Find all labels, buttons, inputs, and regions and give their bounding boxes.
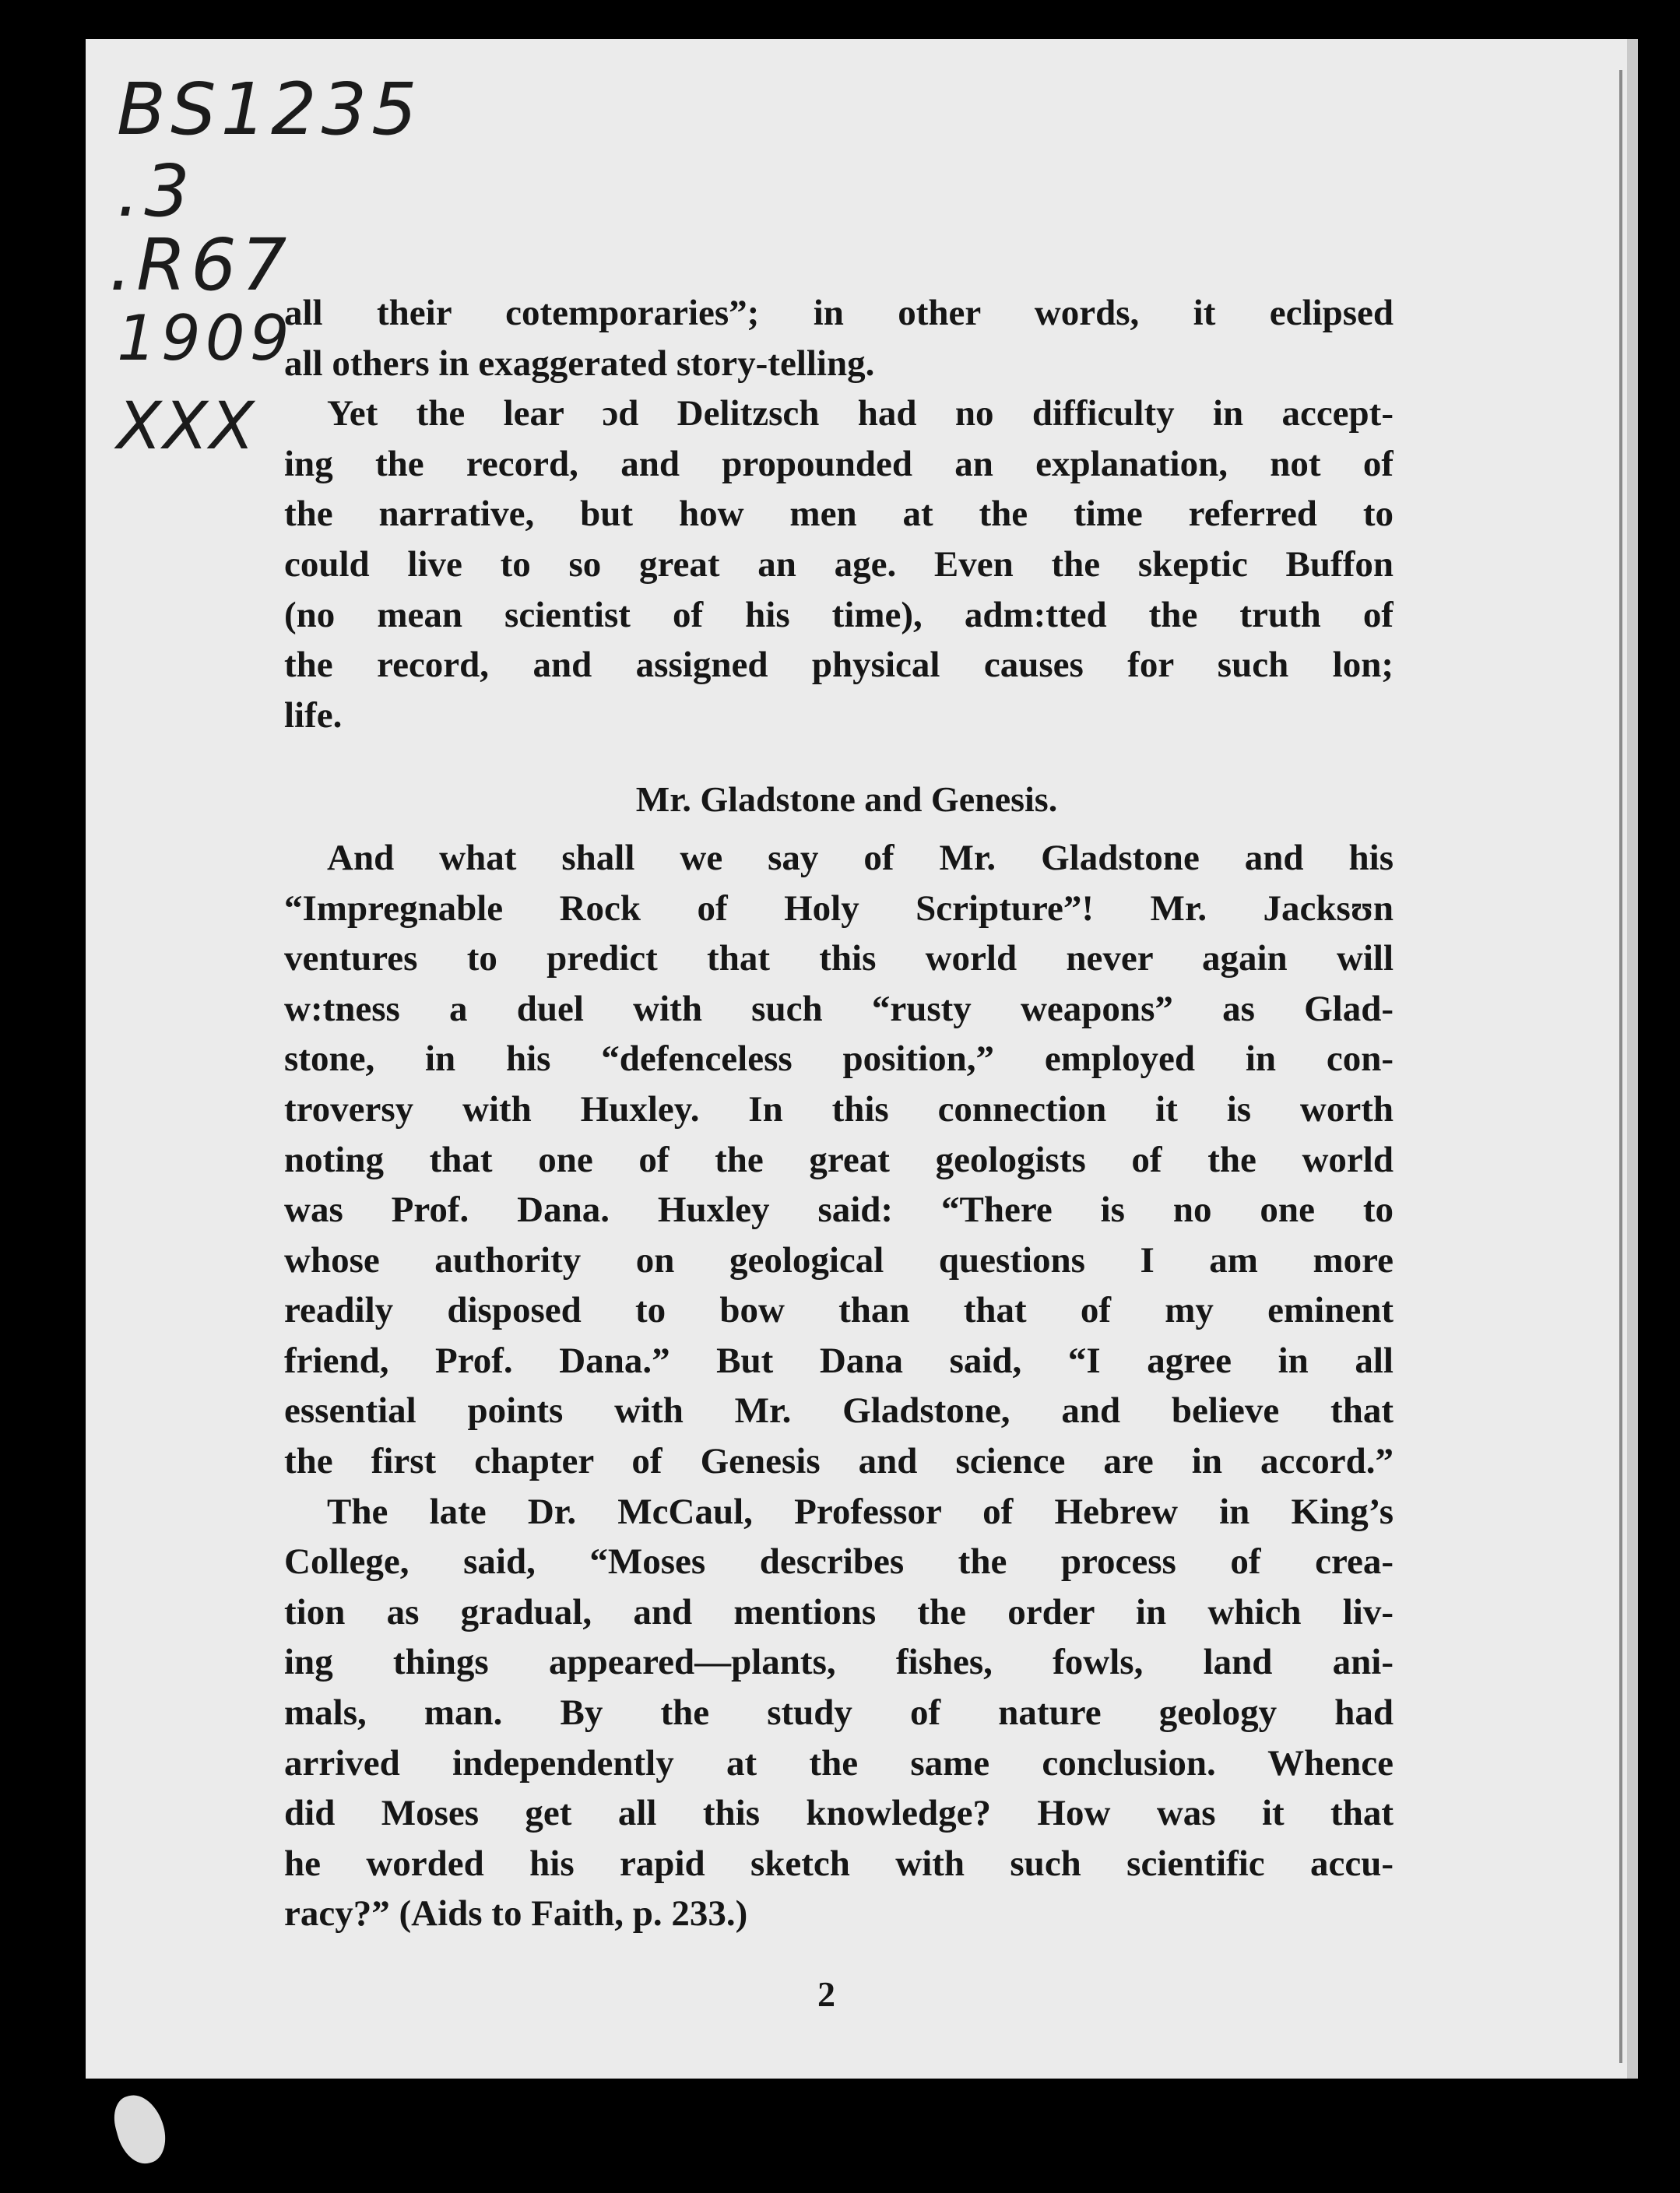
text-line: And what shall we say of Mr. Gladstone and his xyxy=(327,837,1394,878)
call-number-year: 1909 xyxy=(117,302,294,374)
text-line: (no mean scientist of his time), adm:tted the truth of xyxy=(284,594,1394,635)
text-line: w:tness a duel with such “rusty weapons” as Glad- xyxy=(284,988,1394,1029)
text-line: all others in exaggerated story-telling. xyxy=(284,343,875,384)
page-edge xyxy=(1627,39,1638,2079)
paragraph-delitzsch xyxy=(284,388,1394,740)
text-line: essential points with Mr. Gladstone, and believe that xyxy=(284,1390,1394,1432)
text-line: ventures to predict that this world never again will xyxy=(284,938,1394,979)
text-line: friend, Prof. Dana.” But Dana said, “I agree in all xyxy=(284,1340,1394,1381)
text-line: College, said, “Moses describes the process of crea- xyxy=(284,1541,1394,1583)
page-body xyxy=(284,288,1394,1939)
text-line: stone, in his “defenceless position,” employed in con- xyxy=(284,1039,1394,1080)
text-line: the first chapter of Genesis and science are in accord.” xyxy=(284,1441,1394,1482)
section-heading: Mr. Gladstone and Genesis. xyxy=(635,779,1058,820)
text-line: did Moses get all this knowledge? How was it that xyxy=(284,1793,1394,1834)
text-line: troversy with Huxley. In this connection it is worth xyxy=(284,1088,1394,1130)
call-number-mark: XXX xyxy=(117,388,256,464)
page-number: 2 xyxy=(817,1974,835,2014)
paragraph-mccaul xyxy=(284,1487,1394,1939)
text-line: “Impregnable Rock of Holy Scripture”! Mr. Jacksʊn xyxy=(284,887,1394,929)
text-line: whose authority on geological questions I am more xyxy=(284,1239,1394,1281)
call-number-subclass: .3 xyxy=(117,149,195,233)
text-line: mals, man. By the study of nature geology had xyxy=(284,1692,1394,1734)
call-number-cutter: .R67 xyxy=(109,223,292,307)
text-line: tion as gradual, and mentions the order in which liv- xyxy=(284,1591,1394,1632)
text-line: noting that one of the great geologists of the world xyxy=(284,1139,1394,1180)
call-number-class: BS1235 xyxy=(117,68,422,151)
text-line: ing the record, and propounded an explanation, not of xyxy=(284,443,1394,484)
text-line: the narrative, but how men at the time referred to xyxy=(284,494,1394,535)
text-line: racy?” (Aids to Faith, p. 233.) xyxy=(284,1893,748,1935)
paper-fragment xyxy=(108,2089,171,2169)
text-line: all their cotemporaries”; in other words, it eclipsed xyxy=(284,293,1394,333)
text-line: readily disposed to bow than that of my eminent xyxy=(284,1290,1394,1331)
text-line: was Prof. Dana. Huxley said: “There is no one to xyxy=(284,1190,1394,1231)
text-line: The late Dr. McCaul, Professor of Hebrew in King’s xyxy=(327,1491,1394,1532)
gutter-shadow xyxy=(1619,70,1622,2063)
text-line: could live to so great an age. Even the skeptic Buffon xyxy=(284,543,1394,585)
text-line: ing things appeared—plants, fishes, fowls, land ani- xyxy=(284,1642,1394,1683)
paragraph-continuation xyxy=(284,288,1394,388)
text-line: he worded his rapid sketch with such scientific accu- xyxy=(284,1843,1394,1884)
text-line: arrived independently at the same conclusion. Whence xyxy=(284,1742,1394,1784)
text-line: Yet the lear ɔd Delitzsch had no difficulty in accept- xyxy=(327,393,1394,434)
text-line: life. xyxy=(284,694,343,736)
paragraph-gladstone xyxy=(284,833,1394,1487)
text-line: the record, and assigned physical causes for such lon; xyxy=(284,645,1394,686)
